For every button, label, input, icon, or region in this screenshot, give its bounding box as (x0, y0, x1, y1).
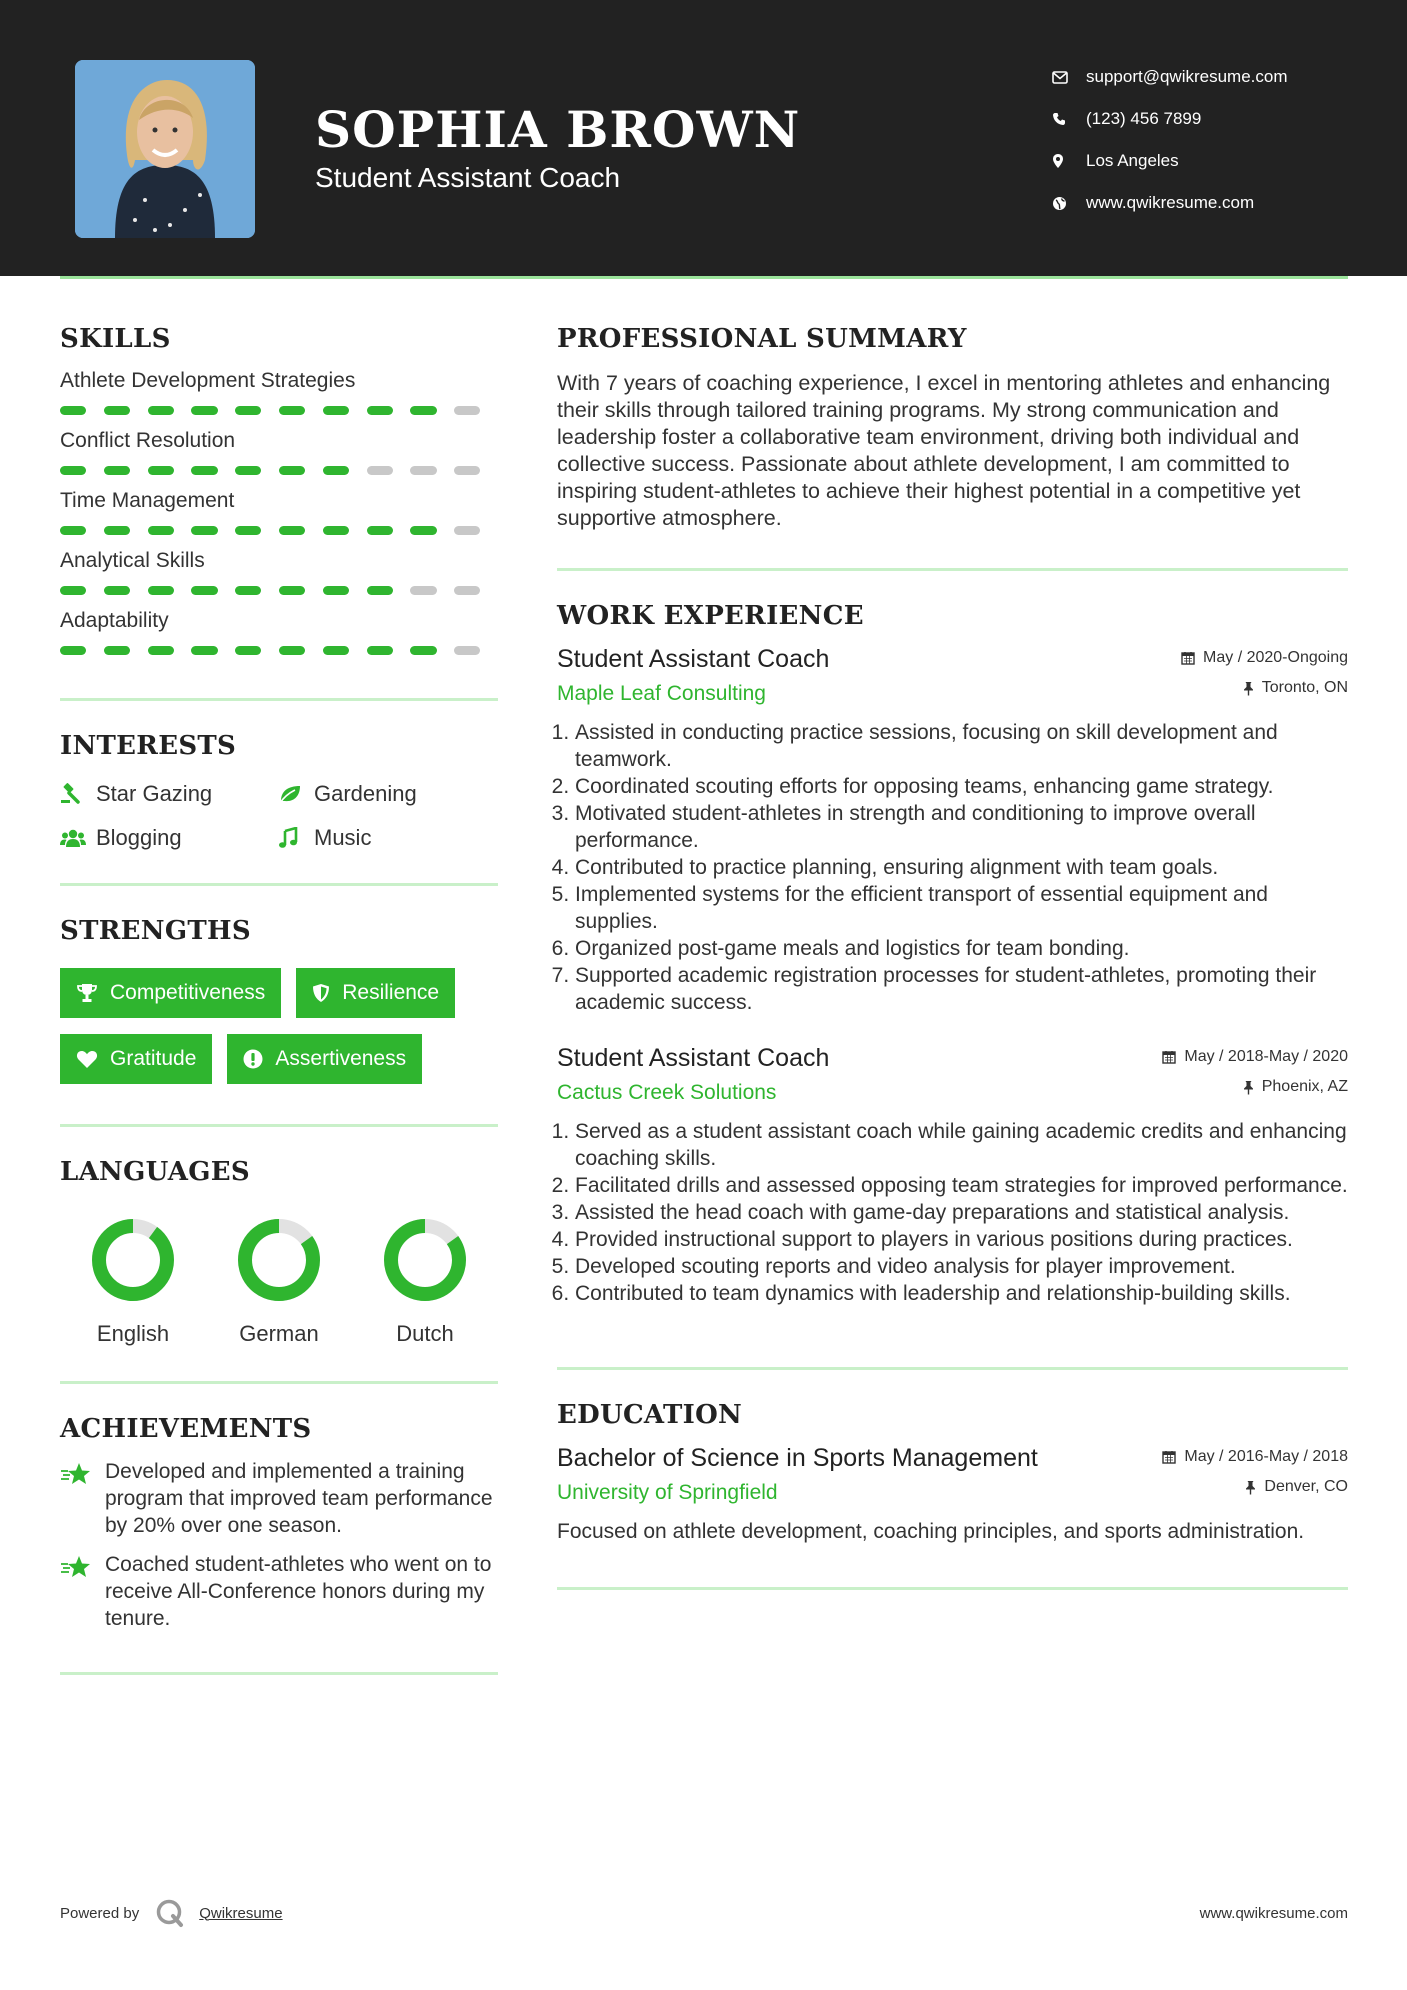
page-footer (60, 1898, 1348, 1928)
skill-dot-filled (367, 406, 393, 415)
skill-dot-empty (367, 466, 393, 475)
skill-dot-empty (410, 466, 436, 475)
phone-icon (1052, 112, 1086, 126)
job-location (1181, 673, 1348, 703)
qwikresume-link[interactable]: Qwikresume (199, 1904, 283, 1922)
powered-by-text: Powered by (60, 1904, 140, 1922)
interest-item (278, 823, 478, 853)
strength-badge (60, 1034, 212, 1084)
job-company: Maple Leaf Consulting (557, 682, 766, 705)
language-item (60, 1217, 206, 1347)
skill-dot-filled (60, 466, 86, 475)
skill-dot-filled (60, 646, 86, 655)
qwikresume-logo-icon (155, 1898, 185, 1928)
star-icon (60, 1458, 105, 1539)
profile-photo (75, 60, 255, 238)
skill-item (60, 608, 498, 656)
education-location-text: Denver, CO (1264, 1478, 1348, 1495)
achievement-text: Developed and implemented a training program that improved team performance by 20% over one season. (105, 1460, 493, 1537)
gavel-icon (60, 783, 96, 805)
skill-dot-filled (148, 406, 174, 415)
job-title: Student Assistant Coach (557, 645, 830, 673)
education-dates-text: May / 2016-May / 2018 (1184, 1448, 1348, 1465)
skill-dot-filled (367, 646, 393, 655)
section-divider (557, 568, 1348, 571)
skill-dot-filled (279, 406, 305, 415)
job-header (557, 643, 1348, 709)
skill-dot-filled (104, 406, 130, 415)
skill-dot-filled (104, 646, 130, 655)
school-name: University of Springfield (557, 1481, 778, 1504)
section-divider (557, 1367, 1348, 1370)
strength-badge (227, 1034, 422, 1084)
job-duty: 5. Developed scouting reports and video analysis for player improvement. (575, 1253, 1348, 1280)
skill-dot-filled (323, 586, 349, 595)
strength-label: Competitiveness (110, 981, 266, 1004)
contact-phone-text: (123) 456 7899 (1086, 109, 1202, 128)
job-duty: 4. Provided instructional support to players in various positions during practices. (575, 1226, 1348, 1253)
skill-dot-filled (279, 646, 305, 655)
thumbtack-icon (1243, 681, 1254, 696)
skill-name: Analytical Skills (60, 549, 205, 572)
job-duties (557, 1118, 1348, 1307)
skill-dot-empty (410, 586, 436, 595)
thumbtack-icon (1243, 1080, 1254, 1095)
contact-email-text: support@qwikresume.com (1086, 67, 1288, 86)
calendar-icon (1162, 1050, 1176, 1064)
skill-dot-filled (235, 586, 261, 595)
education-header (557, 1442, 1348, 1508)
job-duty: 2. Coordinated scouting efforts for opposing teams, enhancing game strategy. (575, 773, 1348, 800)
job-duty: 4. Contributed to practice planning, ensuring alignment with team goals. (575, 854, 1348, 881)
skill-dot-filled (279, 586, 305, 595)
interest-label: Gardening (314, 781, 417, 806)
skill-dot-filled (367, 586, 393, 595)
contact-website[interactable] (1052, 182, 1382, 224)
star-icon (60, 1551, 105, 1632)
job-dates-text: May / 2020-Ongoing (1203, 649, 1348, 666)
education-entry (557, 1442, 1348, 1545)
skill-dot-filled (279, 526, 305, 535)
job-duty: 3. Motivated student-athletes in strength and conditioning to improve overall performance. (575, 800, 1348, 854)
achievements-title: ACHIEVEMENTS (60, 1414, 312, 1444)
skill-level-bar (60, 586, 498, 596)
job-duty: 6. Organized post-game meals and logistics for team bonding. (575, 935, 1348, 962)
left-column (60, 322, 498, 1675)
skills-section (60, 322, 498, 656)
skill-dot-filled (191, 586, 217, 595)
job-duty: 5. Implemented systems for the efficient transport of essential equipment and supplies. (575, 881, 1348, 935)
job-duty: 2. Facilitated drills and assessed opposing team strategies for improved performance. (575, 1172, 1348, 1199)
strength-badge (60, 968, 281, 1018)
contact-phone[interactable] (1052, 98, 1382, 140)
globe-icon (1052, 196, 1086, 211)
skill-level-bar (60, 646, 498, 656)
job-location-text: Toronto, ON (1261, 679, 1348, 696)
language-level-ring (236, 1217, 322, 1303)
job-dates-text: May / 2018-May / 2020 (1184, 1048, 1348, 1065)
skill-dot-filled (323, 526, 349, 535)
interest-item (60, 779, 278, 809)
skill-dot-filled (410, 406, 436, 415)
skill-item (60, 428, 498, 476)
language-name: English (96, 1321, 170, 1346)
education-location (1162, 1472, 1348, 1502)
education-description: Focused on athlete development, coaching principles, and sports administration. (557, 1520, 1305, 1543)
trophy-icon (76, 983, 98, 1003)
summary-text: With 7 years of coaching experience, I excel in mentoring athletes and enhancing their skills through tailored training programs. My strong communication and leadership foster a collaborative team environment, driving both individual and collective success. Passionate about athlete development, I am committed to inspiring student-athletes to achieve their highest potential in a competitive yet supportive atmosphere. (557, 371, 1331, 530)
section-divider (60, 698, 498, 701)
skill-dot-filled (279, 466, 305, 475)
summary-title: PROFESSIONAL SUMMARY (557, 324, 967, 354)
job-entry (557, 643, 1348, 1016)
job-duty: 7. Supported academic registration processes for student-athletes, promoting their academic success. (575, 962, 1348, 1016)
language-level-ring (382, 1217, 468, 1303)
skill-dot-filled (323, 406, 349, 415)
calendar-icon (1181, 651, 1195, 665)
skill-dot-filled (323, 646, 349, 655)
achievement-item (60, 1551, 498, 1632)
skill-item (60, 488, 498, 536)
contact-email[interactable] (1052, 56, 1382, 98)
job-duty: 6. Contributed to team dynamics with leadership and relationship-building skills. (575, 1280, 1348, 1307)
section-divider (557, 1587, 1348, 1590)
job-dates (1162, 1042, 1348, 1072)
strengths-list (60, 968, 498, 1100)
skill-name: Athlete Development Strategies (60, 369, 356, 392)
skill-dot-filled (410, 526, 436, 535)
candidate-role: Student Assistant Coach (315, 162, 621, 193)
skill-level-bar (60, 466, 498, 476)
section-divider (60, 883, 498, 886)
contact-list (1052, 56, 1382, 224)
job-duty: 1. Assisted in conducting practice sessions, focusing on skill development and teamwork. (575, 719, 1348, 773)
music-icon (278, 827, 314, 849)
skill-dot-filled (235, 466, 261, 475)
education-dates (1162, 1442, 1348, 1472)
skill-item (60, 368, 498, 416)
map-pin-icon (1052, 153, 1086, 169)
right-column (557, 322, 1348, 1590)
strength-badge (296, 968, 455, 1018)
interest-label: Blogging (96, 825, 182, 850)
languages-section (60, 1155, 498, 1347)
job-location-text: Phoenix, AZ (1261, 1078, 1348, 1095)
skill-dot-filled (104, 586, 130, 595)
degree-title: Bachelor of Science in Sports Management (557, 1444, 1038, 1472)
job-header (557, 1042, 1348, 1108)
footer-url[interactable]: www.qwikresume.com (1199, 1904, 1348, 1922)
skill-dot-empty (454, 406, 480, 415)
thumbtack-icon (1245, 1480, 1256, 1495)
contact-location (1052, 140, 1382, 182)
achievement-item (60, 1458, 498, 1539)
skill-dot-filled (148, 526, 174, 535)
language-item (206, 1217, 352, 1347)
envelope-icon (1052, 71, 1086, 84)
contact-location-text: Los Angeles (1086, 151, 1179, 170)
skill-dot-empty (454, 646, 480, 655)
resume-header (0, 0, 1407, 276)
experience-title: WORK EXPERIENCE (557, 601, 864, 631)
skill-dot-filled (235, 646, 261, 655)
summary-section (557, 322, 1348, 532)
skill-name: Time Management (60, 489, 235, 512)
heart-icon (76, 1050, 98, 1069)
exclamation-icon (243, 1049, 263, 1069)
skill-dot-filled (191, 466, 217, 475)
skill-name: Adaptability (60, 609, 169, 632)
skill-dot-filled (104, 466, 130, 475)
skill-dot-empty (454, 586, 480, 595)
interests-section (60, 729, 498, 853)
skill-dot-empty (454, 526, 480, 535)
skill-dot-filled (191, 646, 217, 655)
candidate-name: SOPHIA BROWN (315, 100, 801, 159)
calendar-icon (1162, 1450, 1176, 1464)
achievements-section (60, 1412, 498, 1632)
section-divider (60, 1672, 498, 1675)
skill-dot-filled (367, 526, 393, 535)
education-title: EDUCATION (557, 1400, 743, 1430)
job-title: Student Assistant Coach (557, 1044, 830, 1072)
job-duties (557, 719, 1348, 1016)
interests-title: INTERESTS (60, 731, 237, 761)
languages-title: LANGUAGES (60, 1157, 250, 1187)
skill-dot-filled (104, 526, 130, 535)
skill-dot-empty (454, 466, 480, 475)
job-location (1162, 1072, 1348, 1102)
job-company: Cactus Creek Solutions (557, 1081, 777, 1104)
contact-website-text: www.qwikresume.com (1086, 193, 1255, 212)
section-divider (60, 1124, 498, 1127)
interests-list (60, 779, 498, 853)
language-name: Dutch (396, 1321, 454, 1346)
job-duty: 3. Assisted the head coach with game-day preparations and statistical analysis. (575, 1199, 1348, 1226)
skill-dot-filled (148, 466, 174, 475)
shield-icon (312, 983, 330, 1003)
header-divider (60, 276, 1348, 279)
skill-dot-filled (410, 646, 436, 655)
skill-dot-filled (191, 526, 217, 535)
skill-item (60, 548, 498, 596)
achievement-text: Coached student-athletes who went on to receive All-Conference honors during my tenure. (105, 1553, 492, 1630)
section-divider (60, 1381, 498, 1384)
strengths-section (60, 914, 498, 1100)
experience-section (557, 599, 1348, 1307)
interest-item (278, 779, 478, 809)
skill-dot-filled (235, 406, 261, 415)
skill-dot-filled (191, 406, 217, 415)
language-name: German (239, 1321, 319, 1346)
interest-item (60, 823, 278, 853)
skill-level-bar (60, 526, 498, 536)
skill-name: Conflict Resolution (60, 429, 236, 452)
skill-level-bar (60, 406, 498, 416)
job-dates (1181, 643, 1348, 673)
strength-label: Gratitude (110, 1047, 197, 1070)
education-section (557, 1398, 1348, 1545)
job-duty: 1. Served as a student assistant coach while gaining academic credits and enhancing coaching skills. (575, 1118, 1348, 1172)
skills-list (60, 368, 498, 656)
skill-dot-filled (323, 466, 349, 475)
leaf-icon (278, 784, 314, 804)
strength-label: Assertiveness (275, 1047, 407, 1070)
users-icon (60, 828, 96, 848)
job-entry (557, 1042, 1348, 1307)
skill-dot-filled (60, 406, 86, 415)
languages-list (60, 1217, 498, 1347)
skills-title: SKILLS (60, 324, 171, 354)
skill-dot-filled (148, 646, 174, 655)
skill-dot-filled (148, 586, 174, 595)
language-item (352, 1217, 498, 1347)
skill-dot-filled (235, 526, 261, 535)
interest-label: Star Gazing (96, 781, 213, 806)
language-level-ring (90, 1217, 176, 1303)
strengths-title: STRENGTHS (60, 916, 251, 946)
strength-label: Resilience (342, 981, 440, 1004)
interest-label: Music (314, 825, 372, 850)
skill-dot-filled (60, 586, 86, 595)
skill-dot-filled (60, 526, 86, 535)
